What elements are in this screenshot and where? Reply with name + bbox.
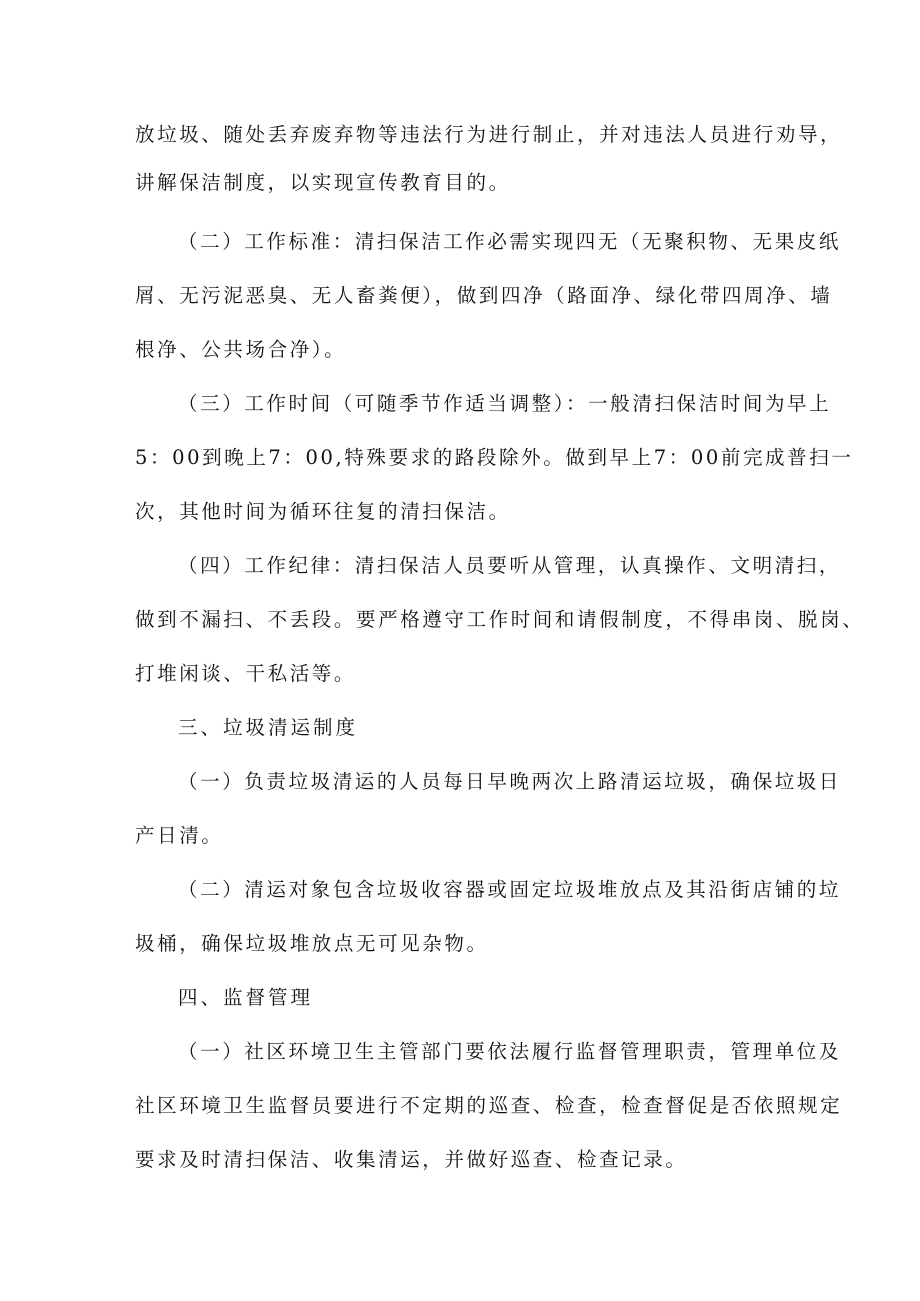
paragraph-line: 次，其他时间为循环往复的清扫保洁。 (135, 500, 511, 523)
paragraph-line: （三）工作时间（可随季节作适当调整）：一般清扫保洁时间为早上 (178, 392, 832, 415)
paragraph-line: （一）负责垃圾清运的人员每日早晚两次上路清运垃圾，确保垃圾日 (178, 770, 842, 793)
paragraph-line: 根净、公共场合净）。 (135, 338, 347, 361)
paragraph-line: 屑、无污泥恶臭、无人畜粪便），做到四净（路面净、绿化带四周净、墙 (135, 284, 833, 307)
paragraph-line: 产日清。 (135, 824, 224, 847)
paragraph-line: （二）工作标准：清扫保洁工作必需实现四无（无聚积物、无果皮纸 (178, 230, 842, 253)
paragraph-line: 要求及时清扫保洁、收集清运，并做好巡查、检查记录。 (135, 1148, 688, 1171)
paragraph-line: 社区环境卫生监督员要进行不定期的巡查、检查，检查督促是否依照规定 (135, 1094, 843, 1117)
paragraph-line: 放垃圾、随处丢弃废弃物等违法行为进行制止，并对违法人员进行劝导， (135, 123, 843, 146)
paragraph-line: 讲解保洁制度，以实现宣传教育目的。 (135, 171, 511, 194)
paragraph-line: 打堆闲谈、干私活等。 (135, 662, 357, 685)
section-heading: 四、监督管理 (178, 986, 314, 1009)
paragraph-line: （四）工作纪律：清扫保洁人员要听从管理，认真操作、文明清扫， (178, 554, 842, 577)
paragraph-line: 5：00到晚上7：00,特殊要求的路段除外。做到早上7：00前完成普扫一 (135, 446, 854, 469)
paragraph-line: 圾桶，确保垃圾堆放点无可见杂物。 (135, 932, 489, 955)
paragraph-line: （二）清运对象包含垃圾收容器或固定垃圾堆放点及其沿街店铺的垃 (178, 878, 842, 901)
section-heading: 三、垃圾清运制度 (178, 716, 359, 739)
paragraph-line: （一）社区环境卫生主管部门要依法履行监督管理职责，管理单位及 (178, 1040, 842, 1063)
paragraph-line: 做到不漏扫、不丢段。要严格遵守工作时间和请假制度，不得串岗、脱岗、 (135, 608, 865, 631)
